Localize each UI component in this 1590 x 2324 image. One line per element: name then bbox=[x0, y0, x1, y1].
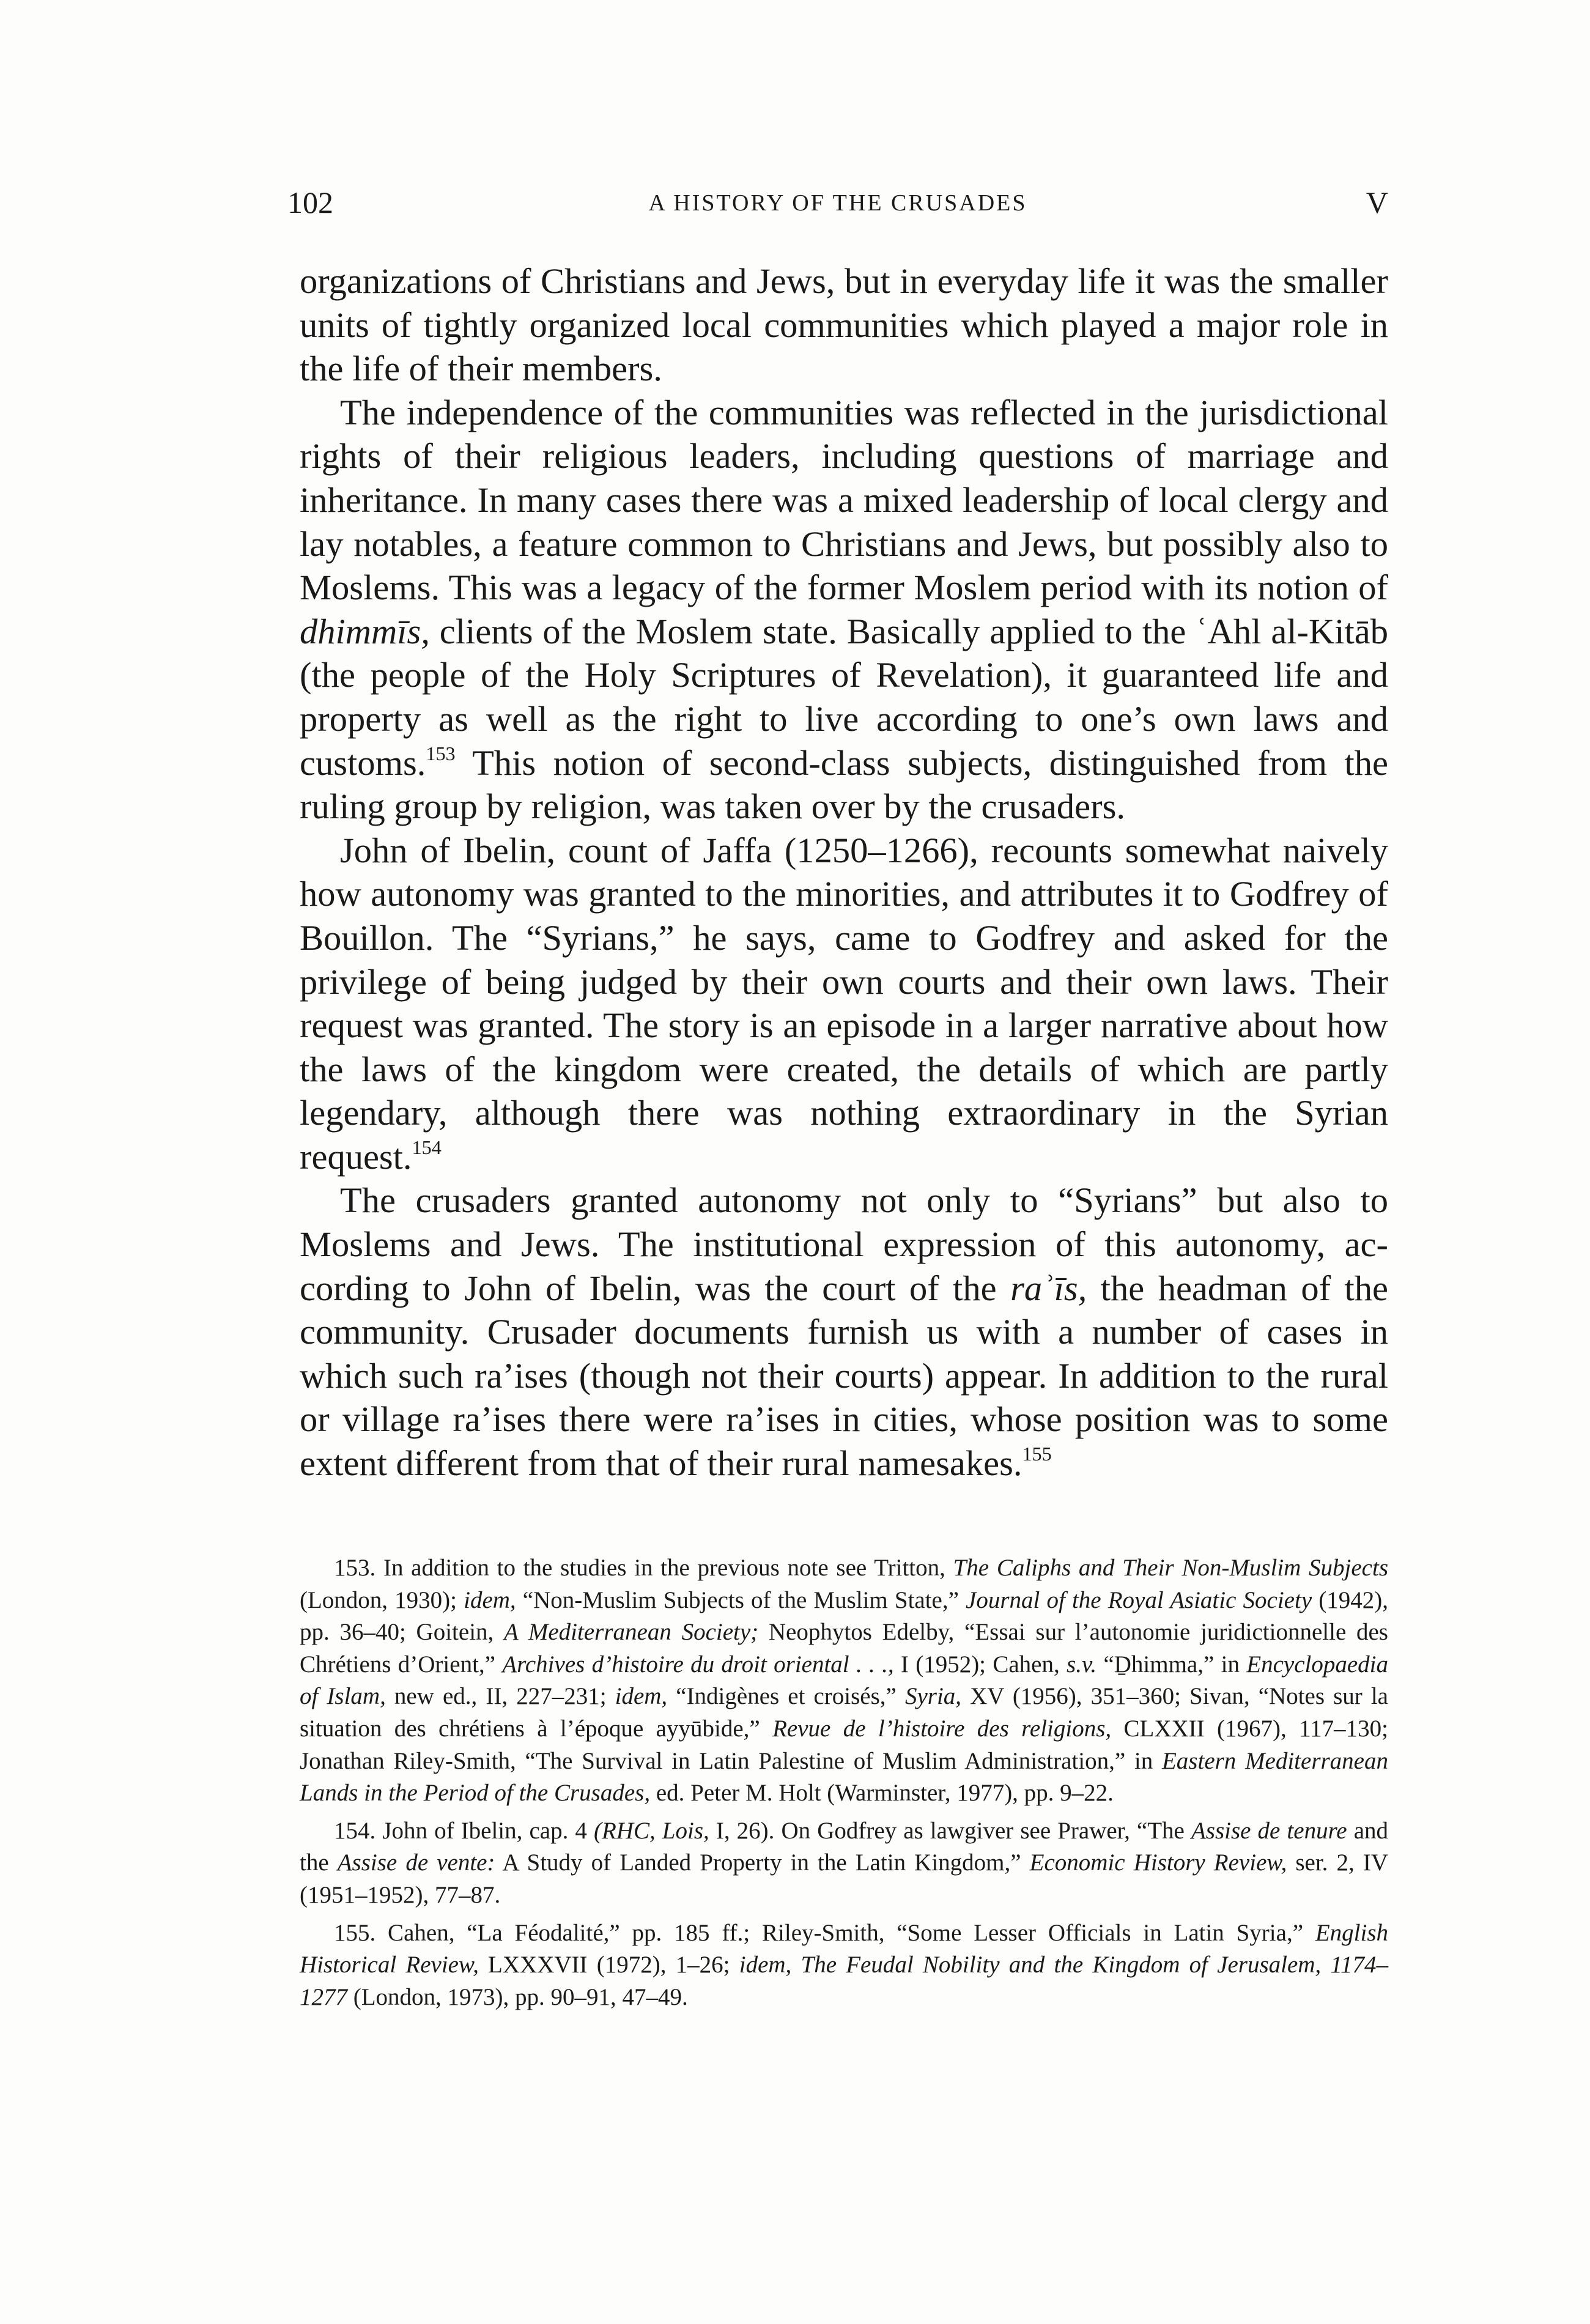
paragraph-2: The independence of the communities was reflected in the jurisdictional rights of their religious leaders, including questions of marriage and inheritance. In many cases there was a mixed leadership of local clergy and lay notables, a feature common to Christians and Jews, but possibly also to Moslems. This was a legacy of the former Moslem period with its notion of dhimmīs, clients of the Moslem state. Basically applied to the ʿAhl al-Kitāb (the people of the Holy Scriptures of Revelation), it guaranteed life and property as well as the right to live according to one’s own laws and customs.$^{153}$ This notion of second-class subjects, distinguished from the ruling group by religion, was taken over by the crusaders. bbox=[300, 392, 1388, 827]
chapter-number: V bbox=[1366, 185, 1388, 220]
running-title: A HISTORY OF THE CRUSADES bbox=[648, 190, 1027, 216]
page-number: 102 bbox=[287, 185, 333, 220]
paragraph-1: organizations of Christians and Jews, but in everyday life it was the smaller units of tightly organized local communities which played a major role in the life of their members. bbox=[300, 261, 1388, 389]
footnote-154: 154. John of Ibelin, cap. 4 (RHC, Lois, I, 26). On Godfrey as lawgiver see Prawer, “The Assise de tenure and the Assise de vente: A Study of Landed Property in the Latin Kingdom,” Economic History Review, ser. 2, IV (1951–1952), 77–87. bbox=[300, 1817, 1388, 1908]
footnote-ref-154: 154 bbox=[412, 1136, 442, 1158]
italic-term: dhimmīs, bbox=[300, 611, 430, 651]
footnote-153: 153. In addition to the studies in the previous note see Tritton, The Caliphs and Their Non-Muslim Subjects (London, 1930); idem, “Non-Muslim Subjects of the Muslim State,” Journal of the Royal Asiatic Society (1942), pp. 36–40; Goitein, A Mediterranean Society; Neophytos Edelby, “Essai sur l’autonomie juridictionnelle des Chrétiens d’Orient,” Archives d’histoire du droit oriental . . ., I (1952); Cahen, s.v. “Ḏhimma,” in Encyclopaedia of Islam, new ed., II, 227–231; idem, “Indigènes et croisés,” Syria, XV (1956), 351–360; Sivan, “Notes sur la situation des chrétiens à l’époque ayyūbide,” Revue de l’histoire des religions, CLXXII (1967), 117–130; Jonathan Riley-Smith, “The Survival in Latin Palestine of Muslim Administration,” in Eastern Mediterranean Lands in the Period of the Crusades, ed. Peter M. Holt (Warminster, 1977), pp. 9–22. bbox=[300, 1555, 1389, 1807]
paragraph-3: John of Ibelin, count of Jaffa (1250–1266), recounts somewhat naively how autonomy was granted to the minorities, and attributes it to Godfrey of Bouillon. The “Syrians,” he says, came to Godfrey and asked for the privilege of being judged by their own courts and their own laws. Their request was granted. The story is an episode in a larger narrative about how the laws of the kingdom were created, the details of which are partly legendary, although there was nothing extraordinary in the Syrian request.$^{154}$ bbox=[300, 830, 1388, 1177]
body-text bbox=[300, 259, 1388, 1486]
footnote-ref-153: 153 bbox=[426, 742, 456, 764]
page-header bbox=[287, 185, 1388, 234]
footnotes bbox=[300, 1552, 1388, 2019]
italic-term: raʾīs, bbox=[1010, 1268, 1087, 1308]
footnote-155: 155. Cahen, “La Féodalité,” pp. 185 ff.; Riley-Smith, “Some Lesser Officials in Latin Syria,” English Historical Review, LXXXVII (1972), 1–26; idem, The Feudal Nobility and the Kingdom of Jerusalem, 1174–1277 (London, 1973), pp. 90–91, 47–49. bbox=[300, 1919, 1388, 2010]
paragraph-4: The crusaders granted autonomy not only to “Syrians” but also to Moslems and Jews. The institutional expression of this autonomy, according to John of Ibelin, was the court of the raʾīs, the headman of the community. Crusader documents furnish us with a number of cases in which such ra’ises (though not their courts) appear. In addition to the rural or village ra’ises there were ra’ises in cities, whose position was to some extent different from that of their rural namesakes.$^{155}$ bbox=[300, 1180, 1388, 1484]
footnote-ref-155: 155 bbox=[1022, 1442, 1052, 1465]
